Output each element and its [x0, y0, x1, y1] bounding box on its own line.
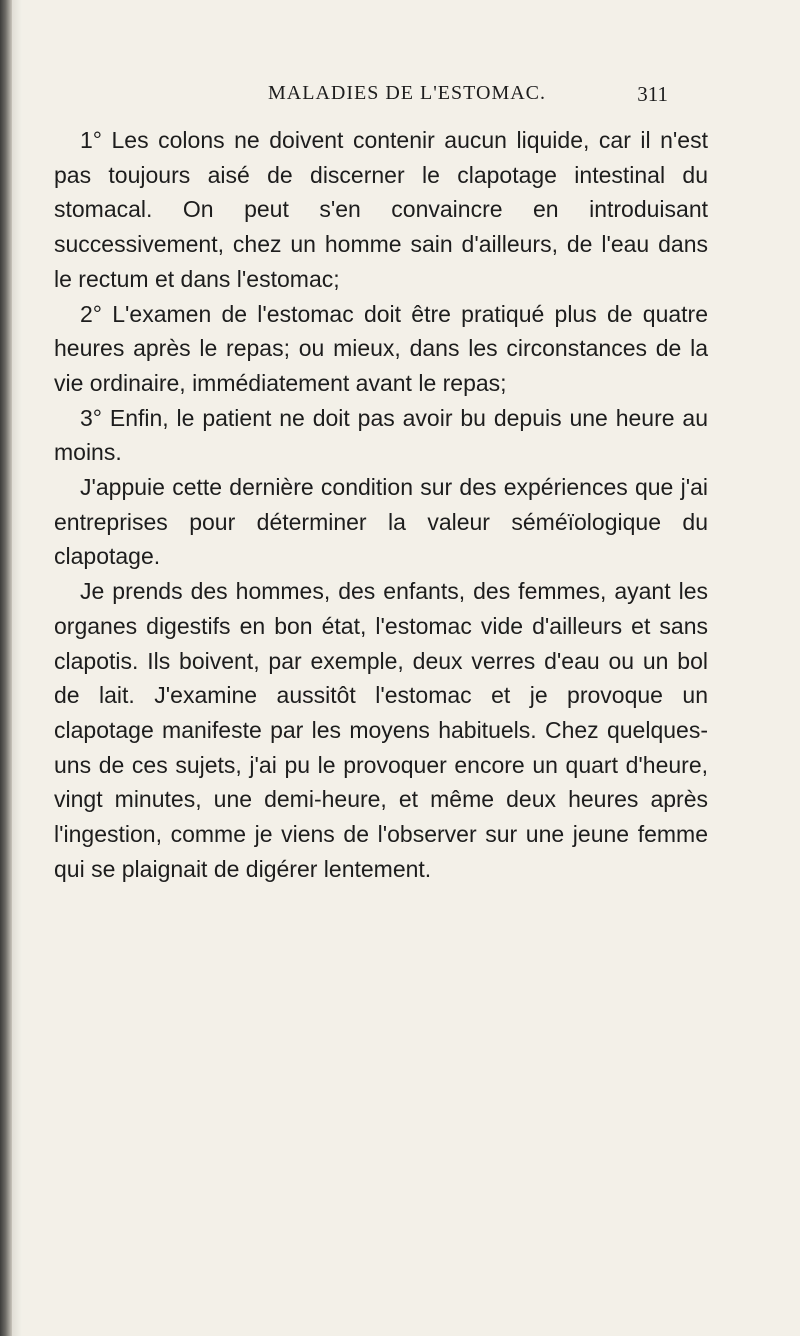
body-text — [54, 123, 708, 886]
paragraph-experiments-intro: J'appuie cette dernière condition sur des expériences que j'ai entreprises pour déterminer la valeur séméïologique du clapotage. — [54, 474, 708, 570]
running-title: MALADIES DE L'ESTOMAC. — [268, 82, 547, 104]
paragraph-condition-2: 2° L'examen de l'estomac doit être pratiqué plus de quatre heures après le repas; ou mieux, dans les circonstances de la vie ordinaire, immédiatement avant le repas; — [54, 300, 708, 396]
paragraph-condition-1: 1° Les colons ne doivent contenir aucun liquide, car il n'est pas toujours aisé de discerner le clapotage intestinal du stomacal. On peut s'en convaincre en introduisant successivement, chez un homme sain d'ailleurs, de l'eau dans le rectum et dans l'estomac; — [54, 127, 708, 292]
paragraph-experiments-description: Je prends des hommes, des enfants, des femmes, ayant les organes digestifs en bon état, l'estomac vide d'ailleurs et sans clapotis. Ils boivent, par exemple, deux verres d'eau ou un bol de lait. J'examine aussitôt l'estomac et je provoque un clapotage manifeste par les moyens habituels. Chez quelques-uns de ces sujets, j'ai pu le provoquer encore un quart d'heure, vingt minutes, une demi-heure, et même deux heures après l'ingestion, comme je viens de l'observer sur une jeune femme qui se plaignait de digérer lentement. — [54, 578, 708, 882]
paragraph-condition-3: 3° Enfin, le patient ne doit pas avoir bu depuis une heure au moins. — [54, 404, 708, 466]
page-binding-edge — [0, 0, 12, 1336]
page-number: 311 — [637, 82, 668, 106]
page-header — [268, 82, 668, 112]
page-binding-shadow — [12, 0, 22, 1336]
